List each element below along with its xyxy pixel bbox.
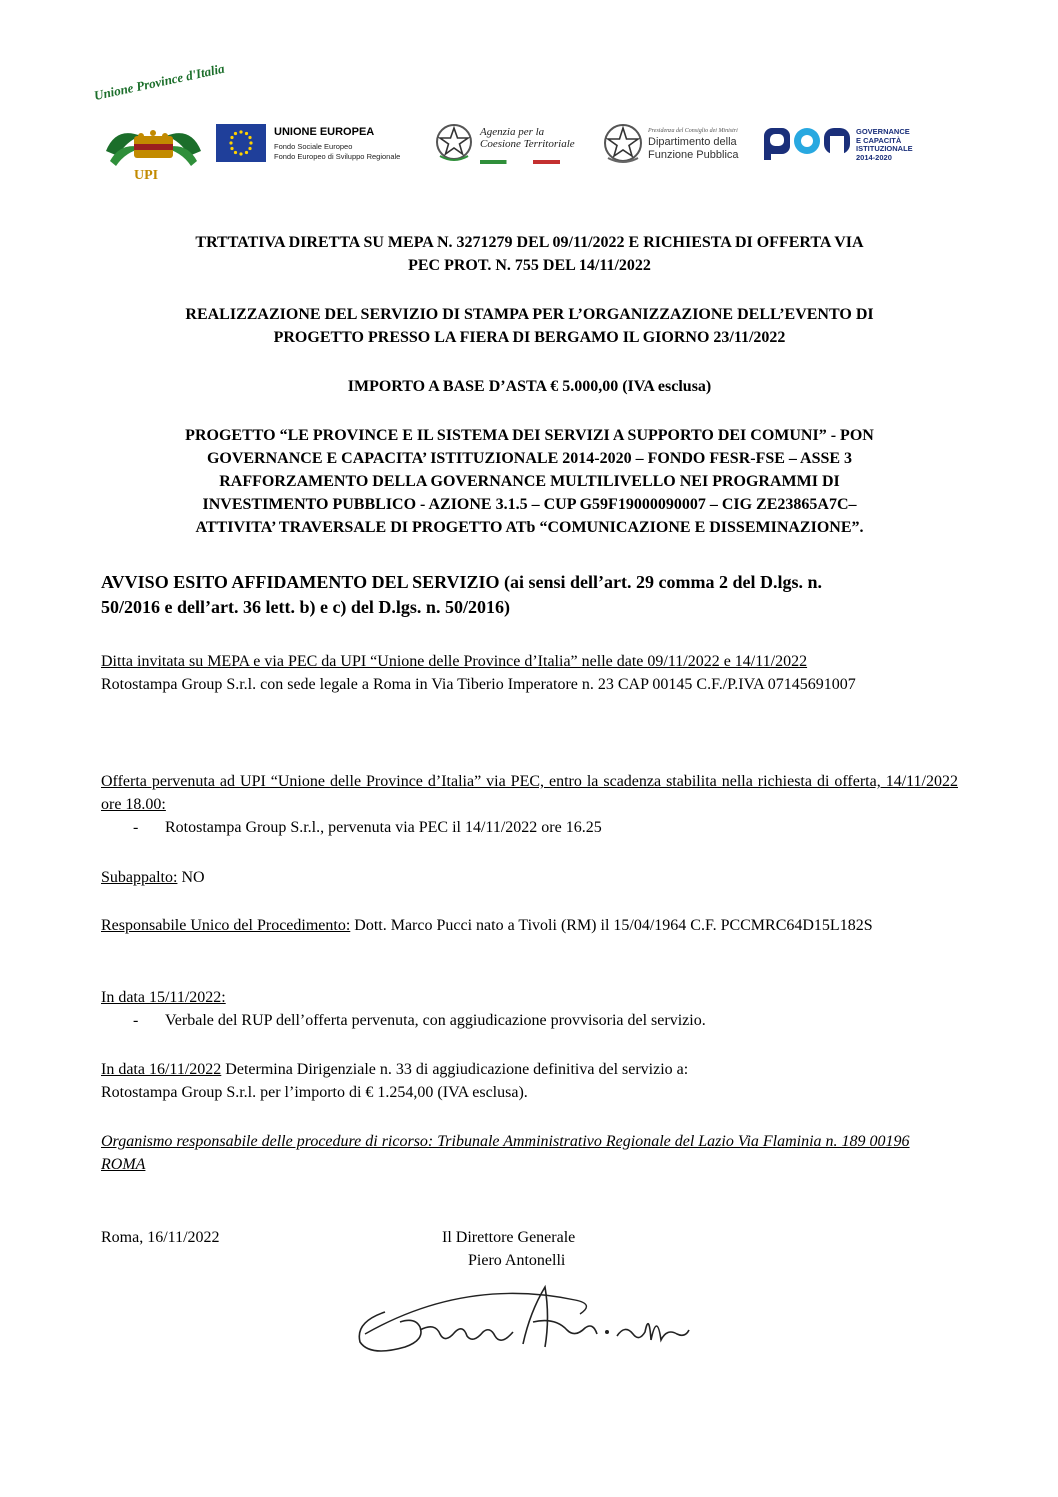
- data1-label: In data 15/11/2022:: [101, 989, 226, 1006]
- italian-tricolor-bar: [480, 160, 560, 164]
- subappalto-line: [101, 866, 958, 889]
- ditta-text: Rotostampa Group S.r.l. con sede legale a Roma in Via Tiberio Imperatore n. 23 CAP 00145 C.F./P.IVA 07145691007: [101, 676, 856, 693]
- progetto-line-1: PROGETTO “LE PROVINCE E IL SISTEMA DEI SERVIZI A SUPPORTO DEI COMUNI” - PON: [185, 427, 874, 444]
- subject-line-1: REALIZZAZIONE DEL SERVIZIO DI STAMPA PER L’ORGANIZZAZIONE DELL’EVENTO DI: [185, 306, 874, 323]
- pon-line-4: 2014-2020: [856, 152, 892, 162]
- bullet-dash: -: [133, 1012, 139, 1029]
- progetto-block: [101, 424, 958, 539]
- eu-title: UNIONE EUROPEA: [274, 126, 375, 138]
- signatory-role: Il Direttore Generale: [442, 1229, 576, 1246]
- offerta-label: Offerta pervenuta ad UPI “Unione delle Province d’Italia” via PEC, entro la scadenza stabilita nella richiesta di offerta, 14/11/2022 ore 18.00:: [101, 773, 958, 813]
- data1-item-text: Verbale del RUP dell’offerta pervenuta, con aggiudicazione provvisoria del servizio.: [165, 1012, 706, 1029]
- avviso-line-2: 50/2016 e dell’art. 36 lett. b) e c) del D.lgs. n. 50/2016): [101, 597, 510, 617]
- funzione-pubblica-logo: [602, 120, 752, 170]
- logo-bar: [92, 60, 976, 190]
- title-block: [101, 231, 958, 277]
- pon-line-1: GOVERNANCE: [856, 127, 910, 136]
- subappalto-label: Subappalto:: [101, 869, 178, 886]
- offerta-item-text: Rotostampa Group S.r.l., pervenuta via PEC il 14/11/2022 ore 16.25: [165, 819, 602, 836]
- subappalto-value: NO: [177, 869, 205, 886]
- bullet-dash: -: [133, 819, 139, 836]
- avviso-line-1: AVVISO ESITO AFFIDAMENTO DEL SERVIZIO (ai sensi dell’art. 29 comma 2 del D.lgs. n.: [101, 572, 822, 592]
- offerta-item: [101, 816, 958, 839]
- avviso-heading: [101, 570, 958, 620]
- agenzia-coesione-logo: [434, 120, 574, 170]
- ditta-section: [101, 650, 958, 696]
- place-date: Roma, 16/11/2022: [101, 1229, 220, 1246]
- subject-block: [101, 303, 958, 349]
- subject-line-2: PROGETTO PRESSO LA FIERA DI BERGAMO IL GIORNO 23/11/2022: [273, 329, 786, 346]
- pon-logo: [762, 124, 932, 170]
- eu-flag-icon: [216, 124, 266, 162]
- progetto-line-5: ATTIVITA’ TRAVERSALE DI PROGETTO ATb “COMUNICAZIONE E DISSEMINAZIONE”.: [195, 519, 864, 536]
- pon-subtitle: [856, 128, 913, 162]
- data2-line-2: Rotostampa Group S.r.l. per l’importo di € 1.254,00 (IVA esclusa).: [101, 1084, 528, 1101]
- data2-label: In data 16/11/2022: [101, 1061, 222, 1078]
- progetto-line-3: RAFFORZAMENTO DELLA GOVERNANCE MULTILIVELLO NEI PROGRAMMI DI: [219, 473, 840, 490]
- upi-logo-text: UPI: [134, 168, 159, 183]
- pon-mark-icon: [762, 124, 854, 164]
- data2-section: [101, 1058, 958, 1104]
- progetto-line-4: INVESTIMENTO PUBBLICO - AZIONE 3.1.5 – CUP G59F19000090007 – CIG ZE23865A7C–: [202, 496, 857, 513]
- eu-sub-1: Fondo Sociale Europeo: [274, 142, 353, 151]
- ricorso-text: Organismo responsabile delle procedure di ricorso: Tribunale Amministrativo Regionale del Lazio Via Flaminia n. 189 00196 ROMA: [101, 1133, 910, 1173]
- presidenza-text: Presidenza del Consiglio dei Ministri: [648, 128, 738, 134]
- dfp-text: [648, 136, 739, 162]
- upi-logo: [92, 60, 226, 188]
- rup-label: Responsabile Unico del Procedimento:: [101, 917, 351, 934]
- progetto-line-2: GOVERNANCE E CAPACITA’ ISTITUZIONALE 2014-2020 – FONDO FESR-FSE – ASSE 3: [206, 450, 853, 467]
- dfp-line-2: Funzione Pubblica: [648, 149, 739, 161]
- dfp-line-1: Dipartimento della: [648, 136, 737, 148]
- rup-section: [101, 914, 958, 937]
- agenzia-line-1: Agenzia per la: [480, 126, 545, 138]
- handwritten-signature: [345, 1272, 715, 1382]
- eu-sub-2: Fondo Europeo di Sviluppo Regionale: [274, 152, 401, 161]
- data1-section: [101, 986, 958, 1032]
- pon-line-2: E CAPACITÀ: [856, 135, 902, 145]
- agenzia-line-2: Coesione Territoriale: [480, 138, 575, 150]
- title-line-2: PEC PROT. N. 755 DEL 14/11/2022: [408, 257, 651, 274]
- pon-line-3: ISTITUZIONALE: [856, 144, 913, 153]
- ditta-label: Ditta invitata su MEPA e via PEC da UPI “Unione delle Province d’Italia” nelle date 09/11/2022 e 14/11/2022: [101, 653, 808, 670]
- data1-item: [101, 1009, 958, 1032]
- data2-text: Determina Dirigenziale n. 33 di aggiudicazione definitiva del servizio a:: [221, 1061, 689, 1078]
- title-line-1: TRTTATIVA DIRETTA SU MEPA N. 3271279 DEL 09/11/2022 E RICHIESTA DI OFFERTA VIA: [195, 234, 864, 251]
- republic-emblem-icon: [602, 120, 644, 166]
- offerta-section: [101, 770, 958, 839]
- agenzia-text: [480, 126, 575, 150]
- rup-value: Dott. Marco Pucci nato a Tivoli (RM) il 15/04/1964 C.F. PCCMRC64D15L182S: [350, 917, 873, 934]
- signatory-name: Piero Antonelli: [468, 1252, 566, 1269]
- italian-emblem-icon: [434, 120, 474, 164]
- importo-line: IMPORTO A BASE D’ASTA € 5.000,00 (IVA esclusa): [347, 378, 712, 395]
- upi-logo-arc-text: Unione Province d'Italia: [92, 60, 226, 104]
- eu-logo: [216, 124, 406, 170]
